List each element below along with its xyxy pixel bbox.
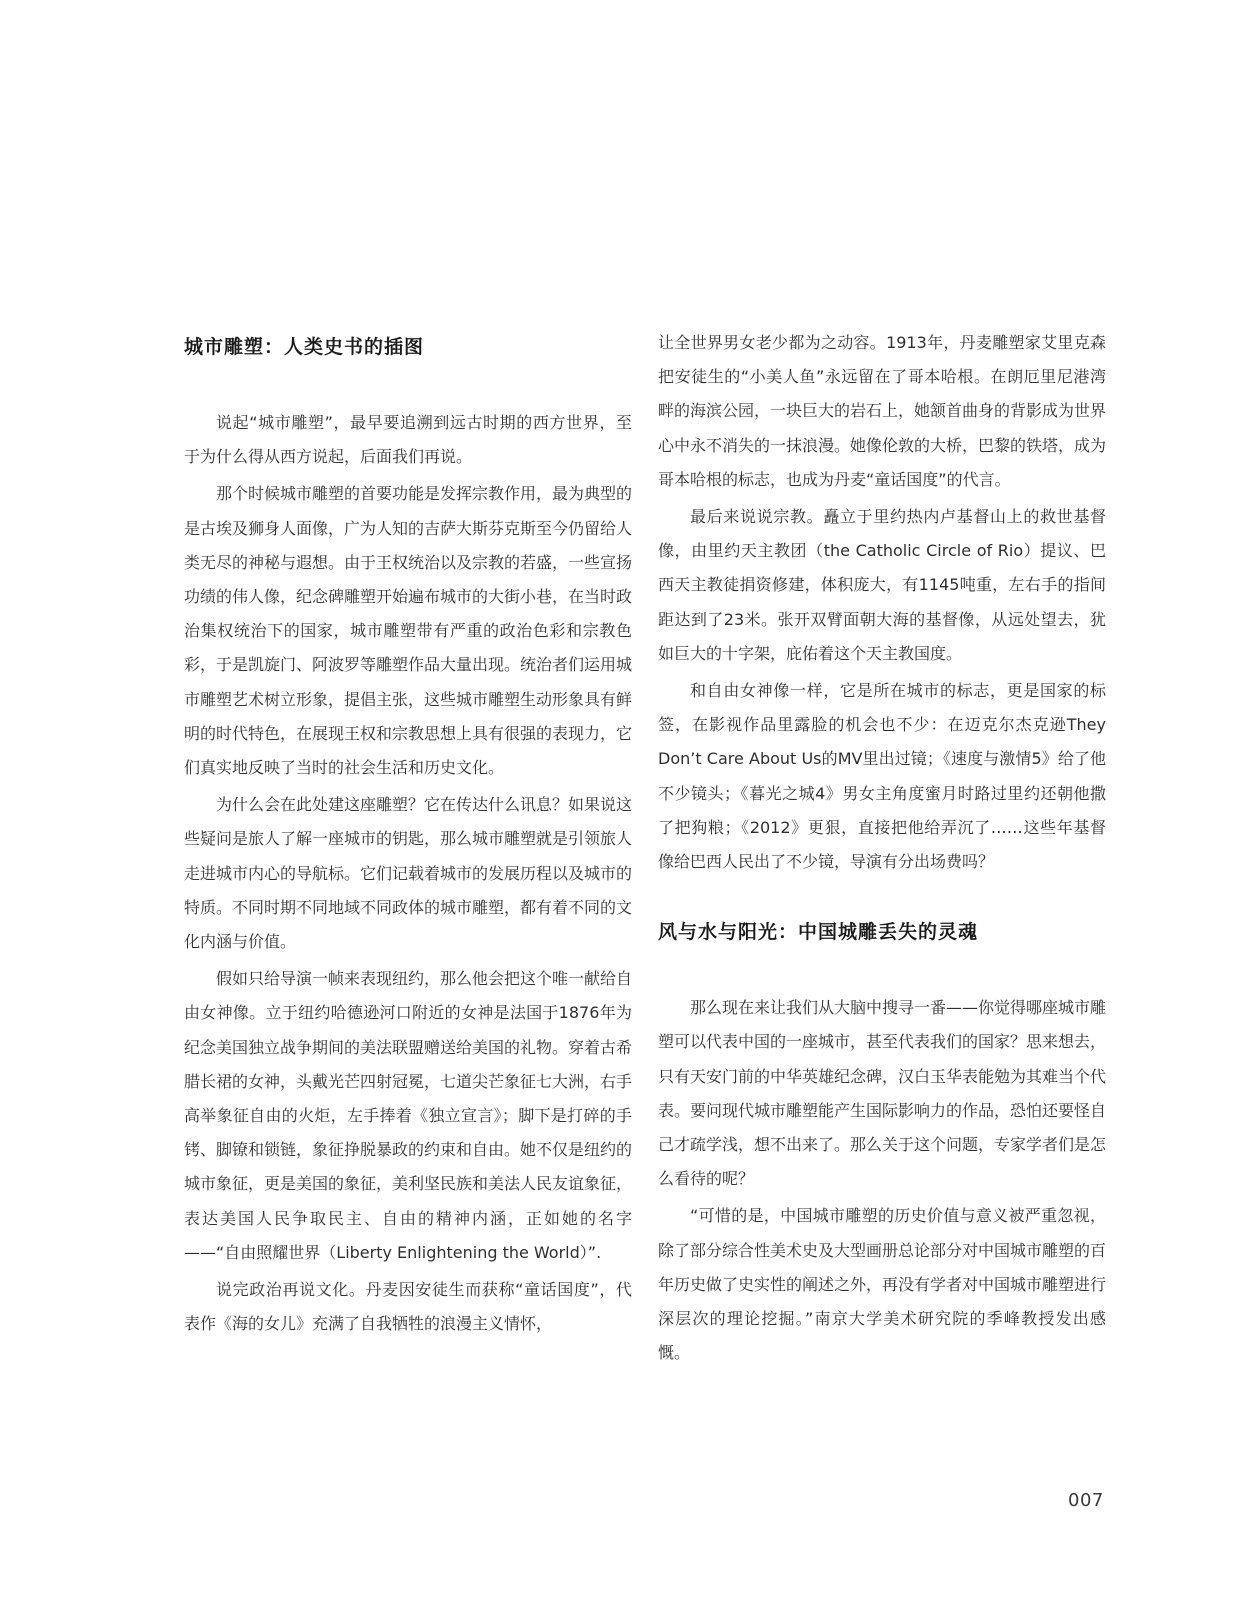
right-column [658, 326, 1106, 1373]
paragraph: 说起“城市雕塑”，最早要追溯到远古时期的西方世界，至于为什么得从西方说起，后面我们再说。 [184, 413, 632, 467]
paragraph: 假如只给导演一帧来表现纽约，那么他会把这个唯一献给自由女神像。立于纽约哈德逊河口附近的女神是法国于1876年为纪念美国独立战争期间的美法联盟赠送给美国的礼物。穿着古希腊长裙的女神，头戴光芒四射冠冕，七道尖芒象征七大洲，右手高举象征自由的火炬，左手捧着《独立宣言》；脚下是打碎的手铐、脚镣和锁链，象征挣脱暴政的约束和自由。她不仅是纽约的城市象征，更是美国的象征，美利坚民族和美法人民友谊象征，表达美国人民争取民主、自由的精神内涵，正如她的名字——“自由照耀世界（Liberty Enlightening the World）”. [184, 969, 633, 1262]
paragraph: 说完政治再说文化。丹麦因安徒生而获称“童话国度”，代表作《海的女儿》充满了自我牺牲的浪漫主义情怀， [184, 1280, 632, 1334]
paragraph: 那个时候城市雕塑的首要功能是发挥宗教作用，最为典型的是古埃及狮身人面像，广为人知的吉萨大斯芬克斯至今仍留给人类无尽的神秘与遐想。由于王权统治以及宗教的若盛，一些宣扬功绩的伟人像，纪念碑雕塑开始遍布城市的大街小巷，在当时政治集权统治下的国家，城市雕塑带有严重的政治色彩和宗教色彩，于是凯旋门、阿波罗等雕塑作品大量出现。统治者们运用城市雕塑艺术树立形象，提倡主张，这些城市雕塑生动形象具有鲜明的时代特色，在展现王权和宗教思想上具有很强的表现力，它们真实地反映了当时的社会生活和历史文化。 [184, 484, 633, 778]
left-column [184, 326, 632, 1344]
page-number: 007 [1068, 1490, 1104, 1511]
paragraph: 和自由女神像一样，它是所在城市的标志，更是国家的标签，在影视作品里露脸的机会也不少：在迈克尔杰克逊They Don’t Care About Us的MV里出过镜；《速度与激情5》给了他不少镜头；《暮光之城4》男女主角度蜜月时路过里约还朝他撒了把狗粮；《2012》更狠，直接把他给弄沉了……这些年基督像给巴西人民出了不少镜，导演有分出场费吗？ [658, 681, 1106, 872]
section-title-urban-sculpture: 城市雕塑：人类史书的插图 [184, 336, 425, 358]
paragraph: 那么现在来让我们从大脑中搜寻一番——你觉得哪座城市雕塑可以代表中国的一座城市，甚至代表我们的国家？思来想去，只有天安门前的中华英雄纪念碑，汉白玉华表能勉为其难当个代表。要问现代城市雕塑能产生国际影响力的作品，恐怕还要怪自己才疏学浅，想不出来了。那么关于这个问题，专家学者们是怎么看待的呢？ [658, 998, 1107, 1189]
paragraph-continued: 让全世界男女老少都为之动容。1913年，丹麦雕塑家艾里克森把安徒生的“小美人鱼”永远留在了哥本哈根。在朗厄里尼港湾畔的海滨公园，一块巨大的岩石上，她颔首曲身的背影成为世界心中永不消失的一抹浪漫。她像伦敦的大桥，巴黎的铁塔，成为哥本哈根的标志，也成为丹麦“童话国度”的代言。 [658, 333, 1107, 489]
paragraph: 为什么会在此处建这座雕塑？它在传达什么讯息？如果说这些疑问是旅人了解一座城市的钥匙，那么城市雕塑就是引领旅人走进城市内心的导航标。它们记载着城市的发展历程以及城市的特质。不同时期不同地域不同政体的城市雕塑，都有着不同的文化内涵与价值。 [184, 795, 633, 952]
paragraph: 最后来说说宗教。矗立于里约热内卢基督山上的救世基督像，由里约天主教团（the Catholic Circle of Rio）提议、巴西天主教徒捐资修建，体积庞大，有1145吨重，左右手的指间距达到了23米。张开双臂面朝大海的基督像，从远处望去，犹如巨大的十字架，庇佑着这个天主教国度。 [658, 507, 1106, 663]
paragraph: “可惜的是，中国城市雕塑的历史价值与意义被严重忽视，除了部分综合性美术史及大型画册总论部分对中国城市雕塑的百年历史做了史实性的阐述之外，再没有学者对中国城市雕塑进行深层次的理论挖掘。”南京大学美术研究院的季峰教授发出感慨。 [658, 1206, 1107, 1363]
section-title-chinese-sculpture: 风与水与阳光：中国城雕丢失的灵魂 [658, 921, 979, 944]
